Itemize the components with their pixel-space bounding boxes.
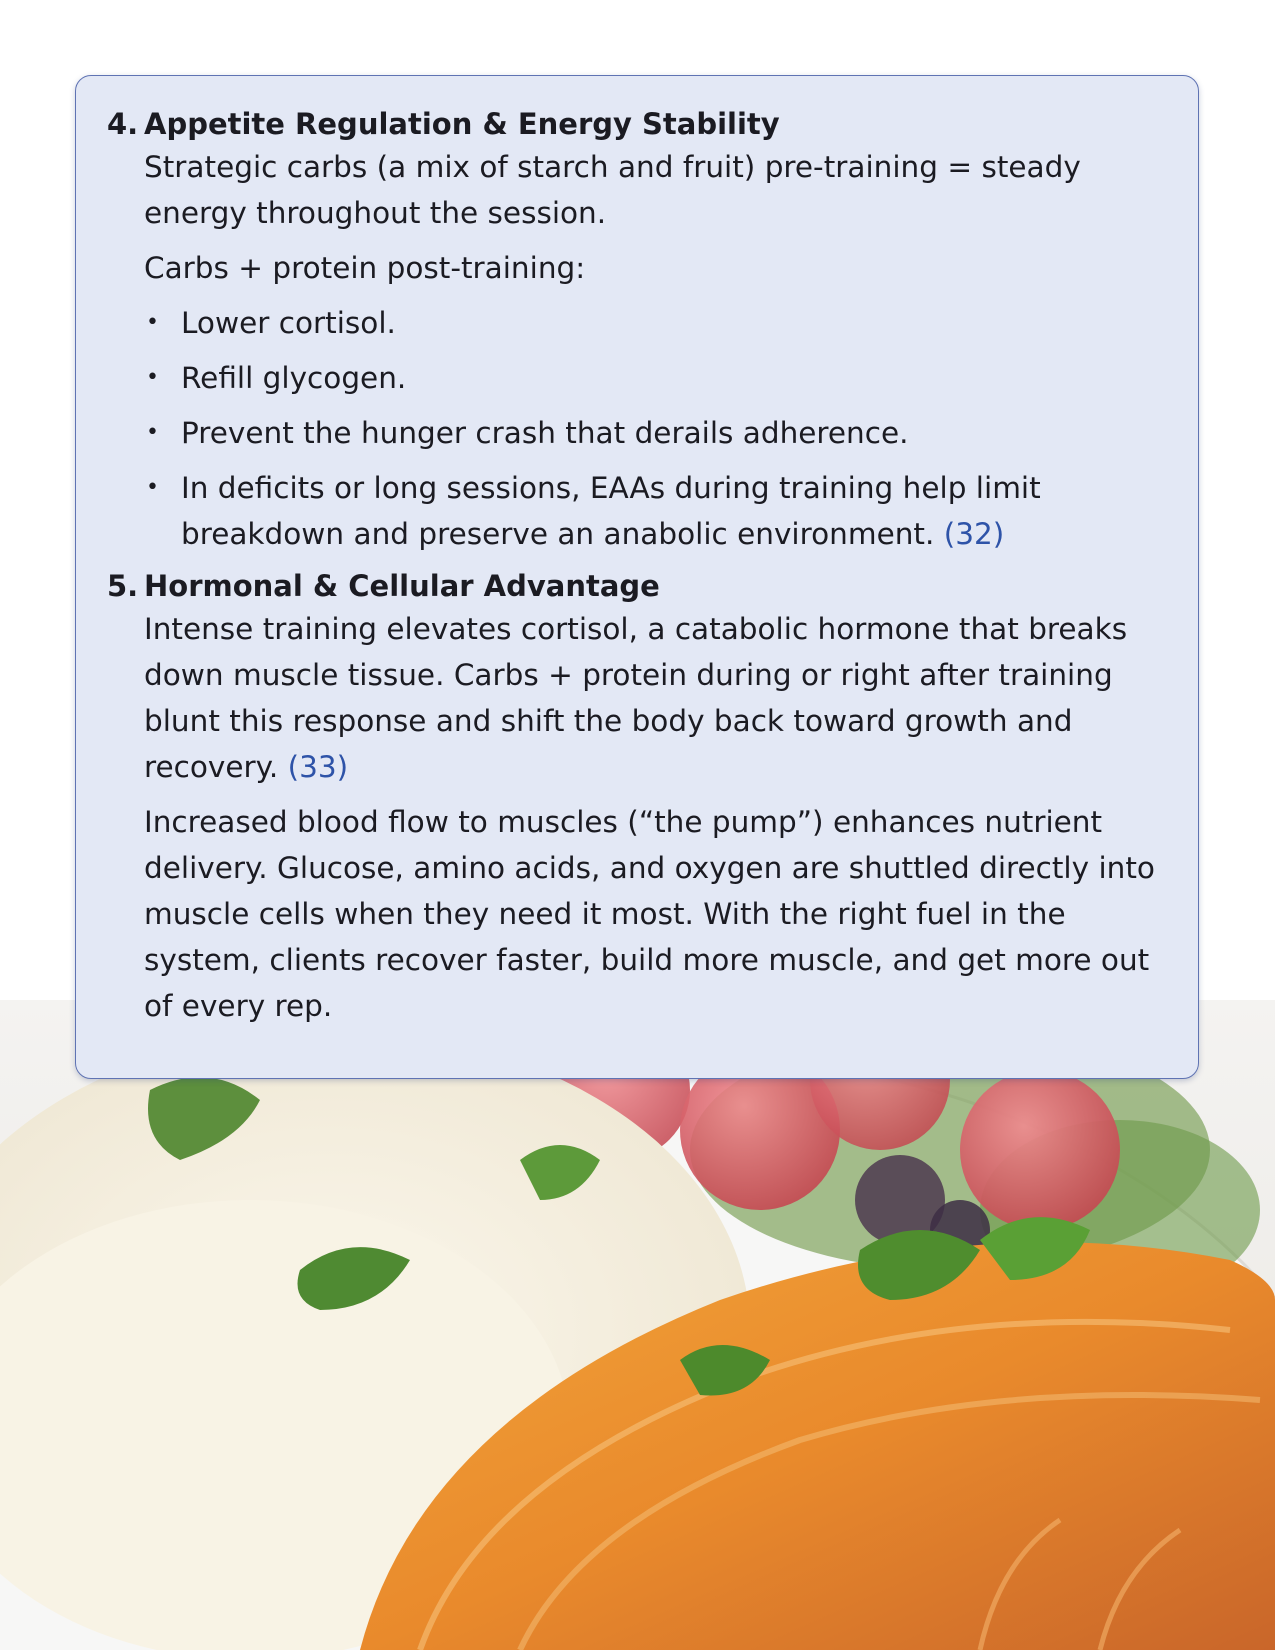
paragraph [144, 606, 1167, 790]
paragraph: Strategic carbs (a mix of starch and fruit) pre-training = steady energy throughout the session. [144, 150, 1081, 230]
salmon-rice-berries-photo-icon [0, 1000, 1275, 1650]
section-number: 5. [107, 569, 139, 603]
section-body [107, 144, 1167, 557]
section-title: Hormonal & Cellular Advantage [144, 569, 660, 603]
bullet-icon: • [146, 420, 159, 445]
section-number: 4. [107, 107, 139, 141]
bullet-icon: • [146, 365, 159, 390]
bullet-item [144, 300, 1167, 346]
bullet-item [144, 465, 1167, 557]
bullet-item [144, 355, 1167, 401]
paragraph-text: Increased blood flow to muscles (“the pump”) enhances nutrient delivery. Glucose, amino acids, and oxygen are shuttled directly into muscle cells when they need it most. With the right fuel in the system, clients recover faster, build more muscle, and get more out of every rep. [144, 805, 1155, 1023]
paragraph-text: Intense training elevates cortisol, a catabolic hormone that breaks down muscle tissue. Carbs + protein during or right after training blunt this response and shift the body back toward growth and recovery. [144, 612, 1128, 784]
bullet-list [144, 300, 1167, 557]
bullet-text: Refill glycogen. [181, 361, 407, 395]
bullet-text: Lower cortisol. [181, 306, 396, 340]
section-heading [107, 104, 1167, 144]
section-title: Appetite Regulation & Energy Stability [144, 107, 780, 141]
food-photo [0, 1000, 1275, 1650]
card-content [107, 104, 1167, 1029]
section-appetite-regulation [107, 104, 1167, 557]
paragraph [144, 799, 1167, 1029]
section-hormonal-advantage [107, 566, 1167, 1029]
bullet-icon: • [146, 310, 159, 335]
bullet-icon: • [146, 475, 159, 500]
bullet-item [144, 410, 1167, 456]
reference-link[interactable]: (33) [287, 750, 349, 784]
section-body [107, 606, 1167, 1029]
section-heading [107, 566, 1167, 606]
bullet-text: Prevent the hunger crash that derails adherence. [181, 416, 909, 450]
reference-link[interactable]: (32) [943, 517, 1005, 551]
paragraph: Carbs + protein post-training: [144, 251, 586, 285]
bullet-text: In deficits or long sessions, EAAs during training help limit breakdown and preserve an anabolic environment. [181, 471, 1041, 551]
info-card [75, 75, 1199, 1079]
